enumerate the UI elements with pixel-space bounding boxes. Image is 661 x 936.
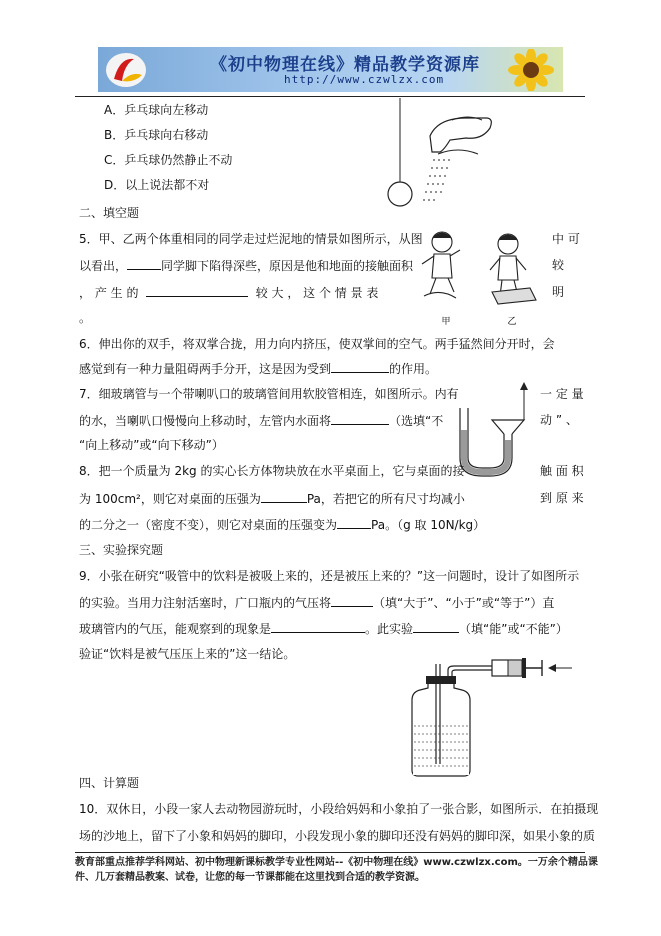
option-b: B．乒乓球向右移动	[104, 128, 209, 142]
label-yi: 乙	[507, 317, 517, 327]
q8-line2-mid: Pa，若把它的所有尺寸均减小	[306, 492, 465, 506]
site-logo-icon	[104, 51, 148, 89]
q9-line3-end: （填“能”或“不能”）	[459, 622, 568, 636]
section-calc-heading: 四、计算题	[79, 776, 140, 790]
q7-line1: 7．细玻璃管与一个带喇叭口的玻璃管间用软胶管相连，如图所示。内有	[79, 387, 459, 401]
q7-blank[interactable]	[331, 413, 389, 425]
q8-line1: 8．把一个质量为 2kg 的实心长方体物块放在水平桌面上，它与桌面的接	[79, 464, 465, 478]
option-d: D．以上说法都不对	[104, 178, 210, 192]
q10-line1: 10．双休日，小段一家人去动物园游玩时，小段给妈妈和小象拍了一张合影，如图所示．在拍摄现	[79, 802, 599, 816]
q6-line2	[79, 361, 437, 376]
section-experiment-heading: 三、实验探究题	[79, 543, 164, 557]
q5-line2-end: 较	[552, 258, 565, 272]
section-fill-heading: 二、填空题	[79, 206, 140, 220]
q8-blank-2[interactable]	[337, 517, 371, 529]
header-banner	[98, 47, 563, 92]
q6-line2-start: 感觉到有一种力量阻碍两手分开，这是因为受到	[79, 362, 332, 376]
q8-line3-end: Pa。（g 取 10N/kg）	[371, 518, 486, 532]
q7-line2-mid: （选填“不	[389, 414, 444, 428]
q7-line1-end: 一 定 量	[540, 387, 584, 401]
footer-rule	[75, 852, 585, 853]
q5-line2-mid: 同学脚下陷得深些，原因是他和地面的接触面积	[161, 259, 414, 273]
q7-line2-start: 的水，当喇叭口慢慢向上移动时，左管内水面将	[79, 414, 332, 428]
q5-line3	[79, 285, 378, 300]
header-url: http://www.czwlzx.com	[284, 73, 445, 86]
q9-line2-end: （填“大于”、“小于”或“等于”）直	[373, 596, 555, 610]
q5-line3-start: ， 产 生 的	[79, 286, 139, 300]
q6-blank[interactable]	[331, 361, 389, 373]
q8-line3-start: 的二分之一（密度不变），则它对桌面的压强变为	[79, 518, 338, 532]
q5-blank-1[interactable]	[127, 258, 161, 270]
q9-blank-2[interactable]	[271, 621, 365, 633]
q8-line3	[79, 517, 485, 532]
kids-mud-figure	[420, 226, 550, 326]
q5-line2-start: 以看出，	[79, 259, 128, 273]
q9-blank-3[interactable]	[413, 621, 459, 633]
q7-line3: “向上移动”或“向下移动”）	[79, 438, 224, 452]
option-c: C．乒乓球仍然静止不动	[104, 153, 233, 167]
q5-line1-end: 中 可	[552, 232, 580, 246]
sunflower-icon	[501, 49, 561, 91]
q5-line3-mid: 较 大 ， 这 个 情 景 表	[255, 286, 379, 300]
q9-line2	[79, 595, 554, 610]
q9-line3-mid: 。此实验	[365, 622, 414, 636]
bottle-syringe-figure	[396, 664, 576, 778]
q9-line3	[79, 621, 568, 636]
q8-line2	[79, 491, 465, 506]
q8-line2-end: 到 原 来	[540, 491, 584, 505]
q9-line2-start: 的实验。当用力注射活塞时，广口瓶内的气压将	[79, 596, 332, 610]
q7-line2-end: 动 ” 、	[540, 413, 578, 427]
q5-line3-end: 明	[552, 285, 565, 299]
q6-line1: 6．伸出你的双手，将双掌合拢，用力向内挤压，使双掌间的空气。两手猛然间分开时，会	[79, 337, 555, 351]
q8-blank-1[interactable]	[261, 491, 307, 503]
footer-line2: 件、几万套精品教案、试卷，让您的每一节课都能在这里找到合适的教学资源。	[75, 872, 425, 883]
header-title: 《初中物理在线》精品教学资源库	[210, 55, 480, 75]
q9-blank-1[interactable]	[331, 595, 373, 607]
q5-line2	[79, 258, 413, 273]
q10-line2: 场的沙地上，留下了小象和妈妈的脚印，小段发现小象的脚印还没有妈妈的脚印深，如果小象的质	[79, 829, 596, 843]
q5-blank-2[interactable]	[146, 285, 248, 297]
q9-line1: 9．小张在研究“吸管中的饮料是被吸上来的，还是被压上来的？”这一问题时，设计了如图所示	[79, 569, 580, 583]
q9-line3-start: 玻璃管内的气压，能观察到的现象是	[79, 622, 272, 636]
q5-line4: 。	[79, 311, 92, 325]
footer-line1: 教育部重点推荐学科网站、初中物理新课标教学专业性网站--《初中物理在线》www.czwlzx.com。一万余个精品课	[75, 857, 598, 868]
faucet-pingpong-figure	[378, 98, 498, 216]
q9-line4: 验证“饮料是被气压压上来的”这一结论。	[79, 647, 296, 661]
q5-line1: 5．甲、乙两个体重相同的同学走过烂泥地的情景如图所示，从图	[79, 232, 423, 246]
header-rule	[75, 96, 585, 97]
q8-line2-start: 为 100cm²，则它对桌面的压强为	[79, 492, 261, 506]
label-jia: 甲	[441, 317, 451, 327]
q8-line1-end: 触 面 积	[540, 464, 584, 478]
q6-line2-end: 的作用。	[389, 362, 438, 376]
option-a: A．乒乓球向左移动	[104, 103, 209, 117]
q7-line2	[79, 413, 443, 428]
